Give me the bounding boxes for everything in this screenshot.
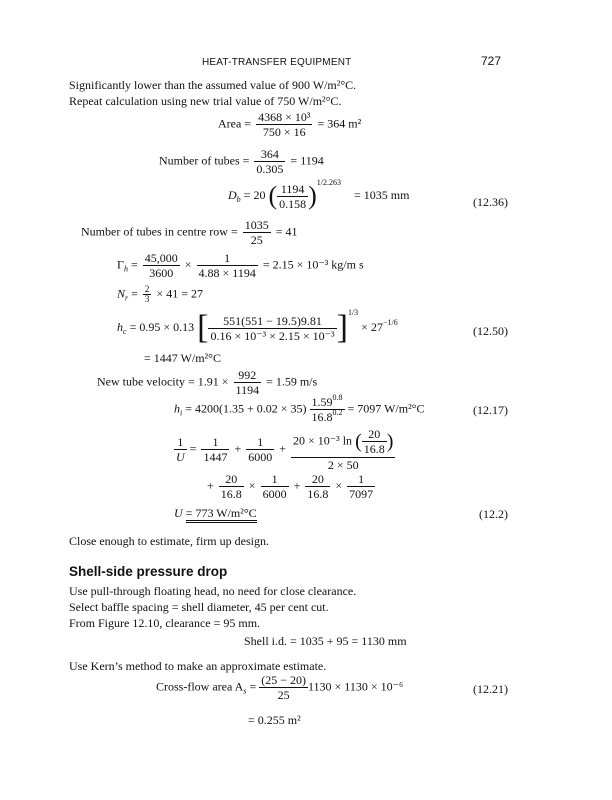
equation-tube-loading: $\Gamma_h$ = $\frac{45,000}{3600}$ × $\frac{1}{4.88 \times 1194}$ = 2.15 × 10⁻³ kg/m s xyxy=(117,251,364,280)
equation-shell-id: Shell i.d. = 1035 + 95 = 1130 mm xyxy=(244,634,407,648)
equation-bundle-diameter: $D_b = 20$ ( $\frac{1194}{0.158}$ )$^{1/2.263}$ = 1035 mm xyxy=(228,177,410,211)
eq-label: Area = xyxy=(218,116,252,131)
equation-shell-coefficient: $h_c = 0.95 \times 0.13$ [ $\frac{551(551 - 19.5)9.81}{\text{0.16 × 10⁻³ × 2.15 × 10⁻³}}$ ]$^{1/3} \times 27^{-1/6}$ xyxy=(117,307,398,346)
equation-overall-coefficient-cont: + $\frac{20}{16.8}$ × $\frac{1}{6000}$ + $\frac{20}{16.8}$ × $\frac{1}{7097}$ xyxy=(207,472,374,501)
page-number: 727 xyxy=(481,54,502,68)
equation-tube-velocity: New tube velocity = 1.91 × $\frac{992}{1194}$ = 1.59 m/s xyxy=(97,368,318,397)
equation-reference: (12.36) xyxy=(473,195,508,209)
equation-reference: (12.50) xyxy=(473,324,508,338)
equation-reference: (12.17) xyxy=(473,403,508,417)
equation-centre-row: Number of tubes in centre row = $\frac{1035}{25}$ = 41 xyxy=(81,218,298,247)
eq-result: = 364 m² xyxy=(317,116,362,131)
equation-crossflow-result: = 0.255 m² xyxy=(248,713,301,727)
body-text-line: Use Kern’s method to make an approximate estimate. xyxy=(69,659,327,673)
equation-tube-coefficient: $h_i = 4200(1.35 + 0.02 \times 35)$ $\frac{1.59^{0.8}}{16.8^{0.2}}$ = 7097 W/m²°C xyxy=(174,393,425,424)
equation-hc-result: = 1447 W/m²°C xyxy=(144,351,221,365)
equation-reference: (12.21) xyxy=(473,682,508,696)
running-header: HEAT-TRANSFER EQUIPMENT xyxy=(202,57,352,68)
equation-area xyxy=(218,110,361,139)
equation-overall-coefficient: $\frac{1}{U}$ = $\frac{1}{1447}$ + $\frac{1}{6000}$ + 20 × 10⁻³ ln ( $\frac{20}{16.8}$ ) 2 × 50 xyxy=(176,427,394,472)
fraction: $\frac{\text{4368 × 10³}}{750 \times 16}$ xyxy=(258,110,311,139)
equation-number-of-tubes: Number of tubes = $\frac{364}{0.305}$ = 1194 xyxy=(159,147,324,176)
body-text-line: Close enough to estimate, firm up design. xyxy=(69,534,269,548)
body-text-line: Select baffle spacing = shell diameter, 45 per cent cut. xyxy=(69,600,329,614)
equation-crossflow-area: Cross-flow area $A_s$ = $\frac{(25 - 20)}{25}$ 1130 × 1130 × 10⁻⁶ xyxy=(156,673,404,702)
equation-reference: (12.2) xyxy=(479,507,508,521)
body-text-line: Repeat calculation using new trial value of 750 W/m²°C. xyxy=(69,94,342,108)
equation-u-result: U = 773 W/m²°C xyxy=(174,506,257,521)
body-text-line: Use pull-through floating head, no need for close clearance. xyxy=(69,584,357,598)
equation-nr: $N_r$ = $\frac{2}{3}$ × 41 = 27 xyxy=(117,284,203,304)
body-text-line: Significantly lower than the assumed value of 900 W/m²°C. xyxy=(69,78,357,92)
section-heading: Shell-side pressure drop xyxy=(69,564,228,579)
body-text-line: From Figure 12.10, clearance = 95 mm. xyxy=(69,616,261,630)
